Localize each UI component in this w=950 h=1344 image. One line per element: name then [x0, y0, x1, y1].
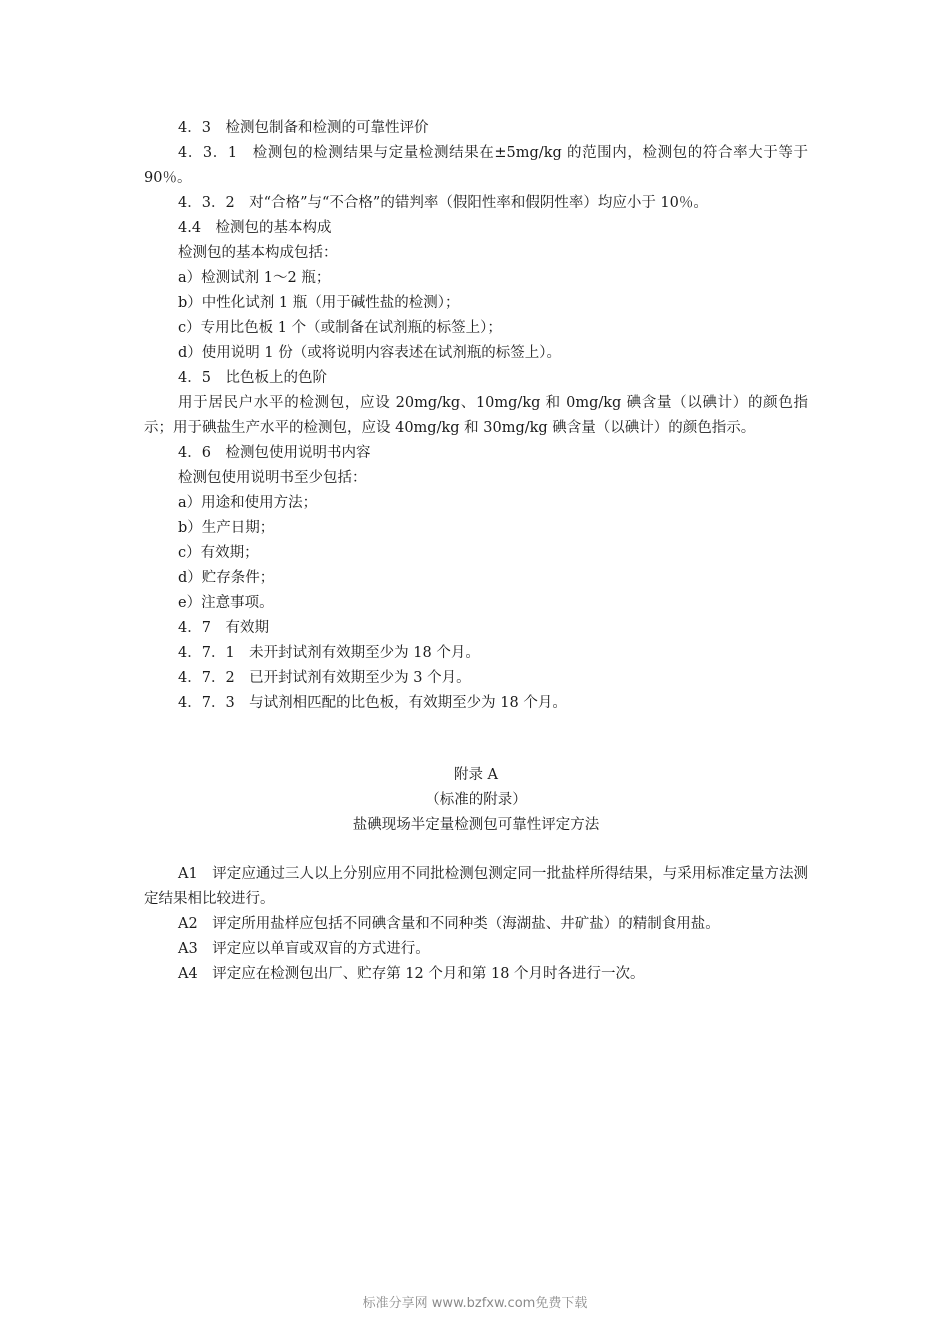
annex-item-a4: A4 评定应在检测包出厂、贮存第 12 个月和第 18 个月时各进行一次。	[178, 966, 645, 982]
list-item: b）中性化试剂 1 瓶（用于碱性盐的检测）；	[178, 295, 460, 311]
list-item: e）注意事项。	[178, 595, 274, 611]
list-item: a）用途和使用方法；	[178, 495, 318, 511]
paragraph: 用于居民户水平的检测包，应设 20mg/kg、10mg/kg 和 0mg/kg 碘含量（以碘计）的颜色指示；用于碘盐生产水平的检测包，应设 40mg/kg 和 30mg/kg 碘含量（以碘计）的颜色指示。	[144, 395, 808, 436]
heading-4-5: 4．5 比色板上的色阶	[178, 370, 327, 386]
list-item: d）贮存条件；	[178, 570, 275, 586]
footer-watermark: 标准分享网 www.bzfxw.com免费下载	[362, 1296, 588, 1311]
paragraph: 检测包的基本构成包括：	[178, 245, 338, 261]
heading-4-3: 4．3 检测包制备和检测的可靠性评价	[178, 120, 429, 136]
list-item: a）检测试剂 1～2 瓶；	[178, 270, 331, 286]
clause-4-3-1: 4．3．1 检测包的检测结果与定量检测结果在±5mg/kg 的范围内，检测包的符合率大于等于 90％。	[144, 145, 808, 186]
clause-4-7-1: 4．7．1 未开封试剂有效期至少为 18 个月。	[178, 645, 480, 661]
clause-4-7-2: 4．7．2 已开封试剂有效期至少为 3 个月。	[178, 670, 471, 686]
annex-title: 附录 A	[453, 767, 499, 783]
section-4-body	[144, 116, 808, 716]
annex-heading: 盐碘现场半定量检测包可靠性评定方法	[352, 817, 600, 833]
clause-4-3-2: 4．3．2 对“合格”与“不合格”的错判率（假阳性率和假阴性率）均应小于 10％。	[178, 195, 708, 211]
list-item: b）生产日期；	[178, 520, 275, 536]
annex-item-a1: A1 评定应通过三人以上分别应用不同批检测包测定同一批盐样所得结果，与采用标准定量方法测定结果相比较进行。	[144, 866, 808, 907]
paragraph: 检测包使用说明书至少包括：	[178, 470, 367, 486]
list-item: c）有效期；	[178, 545, 259, 561]
heading-4-4: 4.4 检测包的基本构成	[178, 220, 332, 236]
annex-header	[144, 763, 808, 838]
clause-4-7-3: 4．7．3 与试剂相匹配的比色板，有效期至少为 18 个月。	[178, 695, 567, 711]
annex-subtitle: （标准的附录）	[425, 792, 527, 808]
annex-item-a3: A3 评定应以单盲或双盲的方式进行。	[178, 941, 430, 957]
list-item: d）使用说明 1 份（或将说明内容表述在试剂瓶的标签上）。	[178, 345, 561, 361]
heading-4-7: 4．7 有效期	[178, 620, 269, 636]
list-item: c）专用比色板 1 个（或制备在试剂瓶的标签上）；	[178, 320, 502, 336]
heading-4-6: 4．6 检测包使用说明书内容	[178, 445, 371, 461]
annex-body	[144, 862, 808, 987]
annex-item-a2: A2 评定所用盐样应包括不同碘含量和不同种类（海湖盐、井矿盐）的精制食用盐。	[178, 916, 720, 932]
